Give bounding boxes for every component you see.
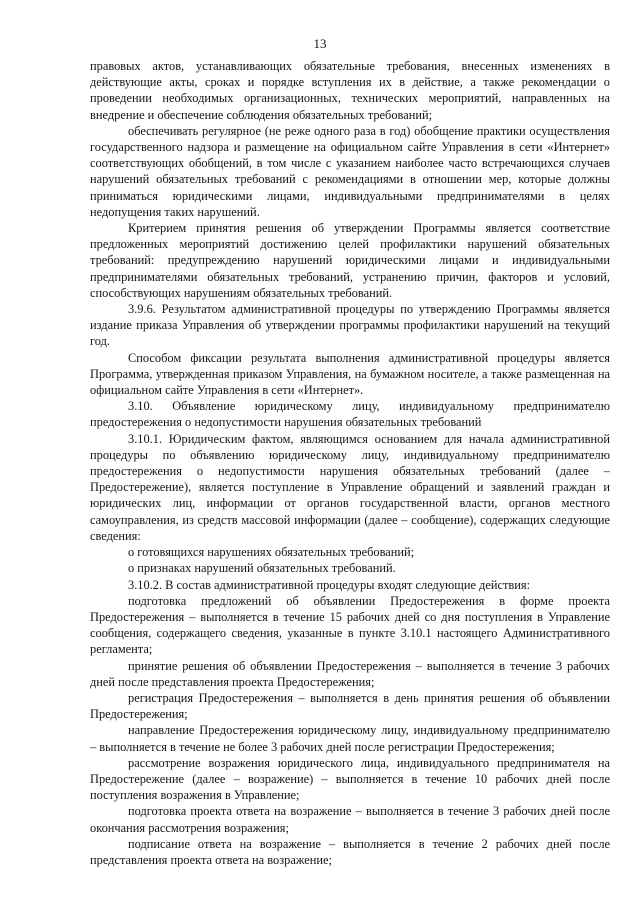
- list-item: регистрация Предостережения – выполняется в день принятия решения об объявлении Предостережения;: [90, 690, 610, 722]
- section-heading: 3.10. Объявление юридическому лицу, индивидуальному предпринимателю предостережения о недопустимости нарушения обязательных требований: [90, 399, 610, 430]
- paragraph: обеспечивать регулярное (не реже одного раза в год) обобщение практики осуществления государственного надзора и размещение на официальном сайте Управления в сети «Интернет» соответствующих обобщений, в том числе с указанием наиболее часто встречающихся случаев нарушений обязательных требований с рекомендациями в отношении мер, которые должны приниматься юридическими лицами, индивидуальными предпринимателями в целях недопущения таких нарушений.: [90, 123, 610, 219]
- paragraph-continuation: правовых актов, устанавливающих обязательные требования, внесенных изменениях в действующие акты, сроках и порядке вступления их в действие, а также рекомендации о проведении необходимых организационных, технических мероприятий, направленных на внедрение и обеспечение соблюдения обязательных требований;: [90, 59, 610, 122]
- list-item: о готовящихся нарушениях обязательных требований;: [128, 545, 415, 560]
- paragraph: Критерием принятия решения об утверждении Программы является соответствие предложенных мероприятий достижению целей профилактики нарушений обязательных требований: предупреждению нарушений юридическими лицами и индивидуальными предпринимателями обязательных требований, устранению причин, факторов и условий, способствующих нарушениям обязательных требований.: [90, 221, 610, 300]
- paragraph: 3.9.6. Результатом административной процедуры по утверждению Программы является издание приказа Управления об утверждении программы профилактики нарушений на текущий год.: [90, 302, 610, 349]
- list-item: подготовка предложений об объявлении Предостережения в форме проекта Предостережения – выполняется в течение 15 рабочих дней со дня поступления в Управление сообщения, содержащего сведения, указанные в пункте 3.10.1 настоящего Административного регламента;: [90, 593, 610, 657]
- paragraph: Способом фиксации результата выполнения административной процедуры является Программа, утвержденная приказом Управления, на бумажном носителе, а также размещенная на официальном сайте Управления в сети «Интернет».: [90, 350, 610, 398]
- list-item: подписание ответа на возражение – выполняется в течение 2 рабочих дней после представления проекта ответа на возражение;: [90, 836, 610, 867]
- list-item: о признаках нарушений обязательных требований.: [128, 561, 396, 576]
- document-body: [90, 58, 610, 868]
- paragraph: 3.10.2. В состав административной процедуры входят следующие действия:: [128, 577, 531, 592]
- list-item: принятие решения об объявлении Предостережения – выполняется в течение 3 рабочих дней после представления проекта Предостережения;: [90, 658, 610, 689]
- paragraph: 3.10.1. Юридическим фактом, являющимся основанием для начала административной процедуры по объявлению юридическому лицу, индивидуальному предпринимателю предостережения о недопустимости нарушения обязательных требований (далее – Предостережение), является поступление в Управление обращений и заявлений граждан и юридических лиц, информации от органов государственной власти, органов местного самоуправления, из средств массовой информации (далее – сообщение), содержащих следующие сведения:: [90, 431, 610, 543]
- page-number: 13: [313, 36, 327, 51]
- list-item: направление Предостережения юридическому лицу, индивидуальному предпринимателю – выполняется в течение не более 3 рабочих дней после регистрации Предостережения;: [90, 723, 610, 754]
- list-item: рассмотрение возражения юридического лица, индивидуального предпринимателя на Предостережение (далее – возражение) – выполняется в течение 10 рабочих дней после поступления возражения в Управление;: [90, 755, 610, 803]
- list-item: подготовка проекта ответа на возражение – выполняется в течение 3 рабочих дней после окончания рассмотрения возражения;: [90, 804, 610, 835]
